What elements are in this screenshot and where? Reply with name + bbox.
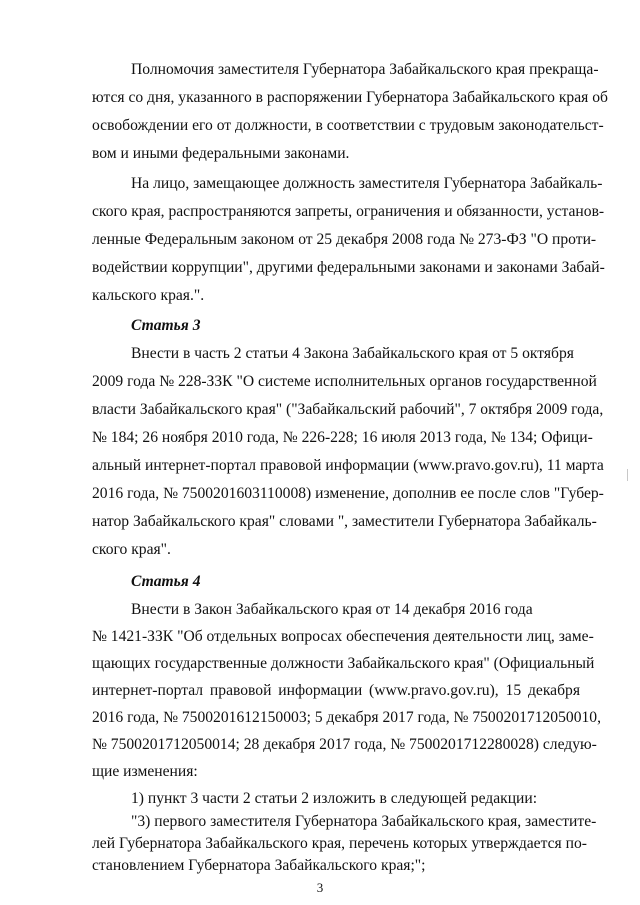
text-line: водействии коррупции", другими федеральными законами и законами Забай- (92, 259, 605, 276)
text-line: № 1421-ЗЗК "Об отдельных вопросах обеспечения деятельности лиц, заме- (92, 628, 594, 645)
text-line: 2016 года, № 7500201603110008) изменение, дополнив ее после слов "Губер- (92, 485, 604, 502)
text-line: 2009 года № 228-ЗЗК "О системе исполнительных органов государственной (92, 373, 597, 390)
text-line: щающих государственные должности Забайкальского края" (Официальный (92, 655, 595, 672)
text-line: На лицо, замещающее должность заместителя Губернатора Забайкаль- (131, 175, 603, 192)
text-line: освобождении его от должности, в соответствии с трудовым законодательст- (92, 117, 604, 134)
text-line: вом и иными федеральными законами. (92, 145, 350, 162)
scan-mark (627, 469, 628, 481)
text-line: становлением Губернатора Забайкальского края;"; (92, 857, 426, 874)
text-line: ленные Федеральным законом от 25 декабря 2008 года № 273-ФЗ "О проти- (92, 231, 597, 248)
text-line: лей Губернатора Забайкальского края, перечень которых утверждается по- (92, 835, 587, 852)
text-line: ского края, распространяются запреты, ограничения и обязанности, установ- (92, 203, 605, 220)
article-heading: Статья 3 (131, 317, 201, 334)
text-line: 1) пункт 3 части 2 статьи 2 изложить в следующей редакции: (131, 790, 538, 807)
text-line: Внести в часть 2 статьи 4 Закона Забайкальского края от 5 октября (131, 345, 574, 362)
text-line: натор Забайкальского края" словами ", заместители Губернатора Забайкаль- (92, 513, 597, 530)
text-line: ского края". (92, 541, 171, 558)
text-line: альный интернет-портал правовой информации (www.pravo.gov.ru), 11 марта (92, 457, 604, 474)
text-line: № 7500201712050014; 28 декабря 2017 года, № 7500201712280028) следую- (92, 736, 597, 753)
text-line: щие изменения: (92, 763, 198, 780)
text-line: интернет-портал правовой информации (www.pravo.gov.ru), 15 декабря (92, 682, 580, 699)
article-heading: Статья 4 (131, 573, 201, 590)
text-line: Полномочия заместителя Губернатора Забайкальского края прекраща- (131, 61, 599, 78)
text-line: ются со дня, указанного в распоряжении Губернатора Забайкальского края об (92, 89, 608, 106)
text-line: власти Забайкальского края" ("Забайкальский рабочий", 7 октября 2009 года, (92, 401, 604, 418)
text-line: 2016 года, № 7500201612150003; 5 декабря 2017 года, № 7500201712050010, (92, 709, 601, 726)
text-line: кальского края.". (92, 287, 205, 304)
text-line: "3) первого заместителя Губернатора Забайкальского края, заместите- (131, 813, 597, 830)
text-line: Внести в Закон Забайкальского края от 14 декабря 2016 года (131, 601, 533, 618)
text-line: № 184; 26 ноября 2010 года, № 226-228; 16 июля 2013 года, № 134; Офици- (92, 429, 593, 446)
page-number: 3 (316, 880, 324, 895)
